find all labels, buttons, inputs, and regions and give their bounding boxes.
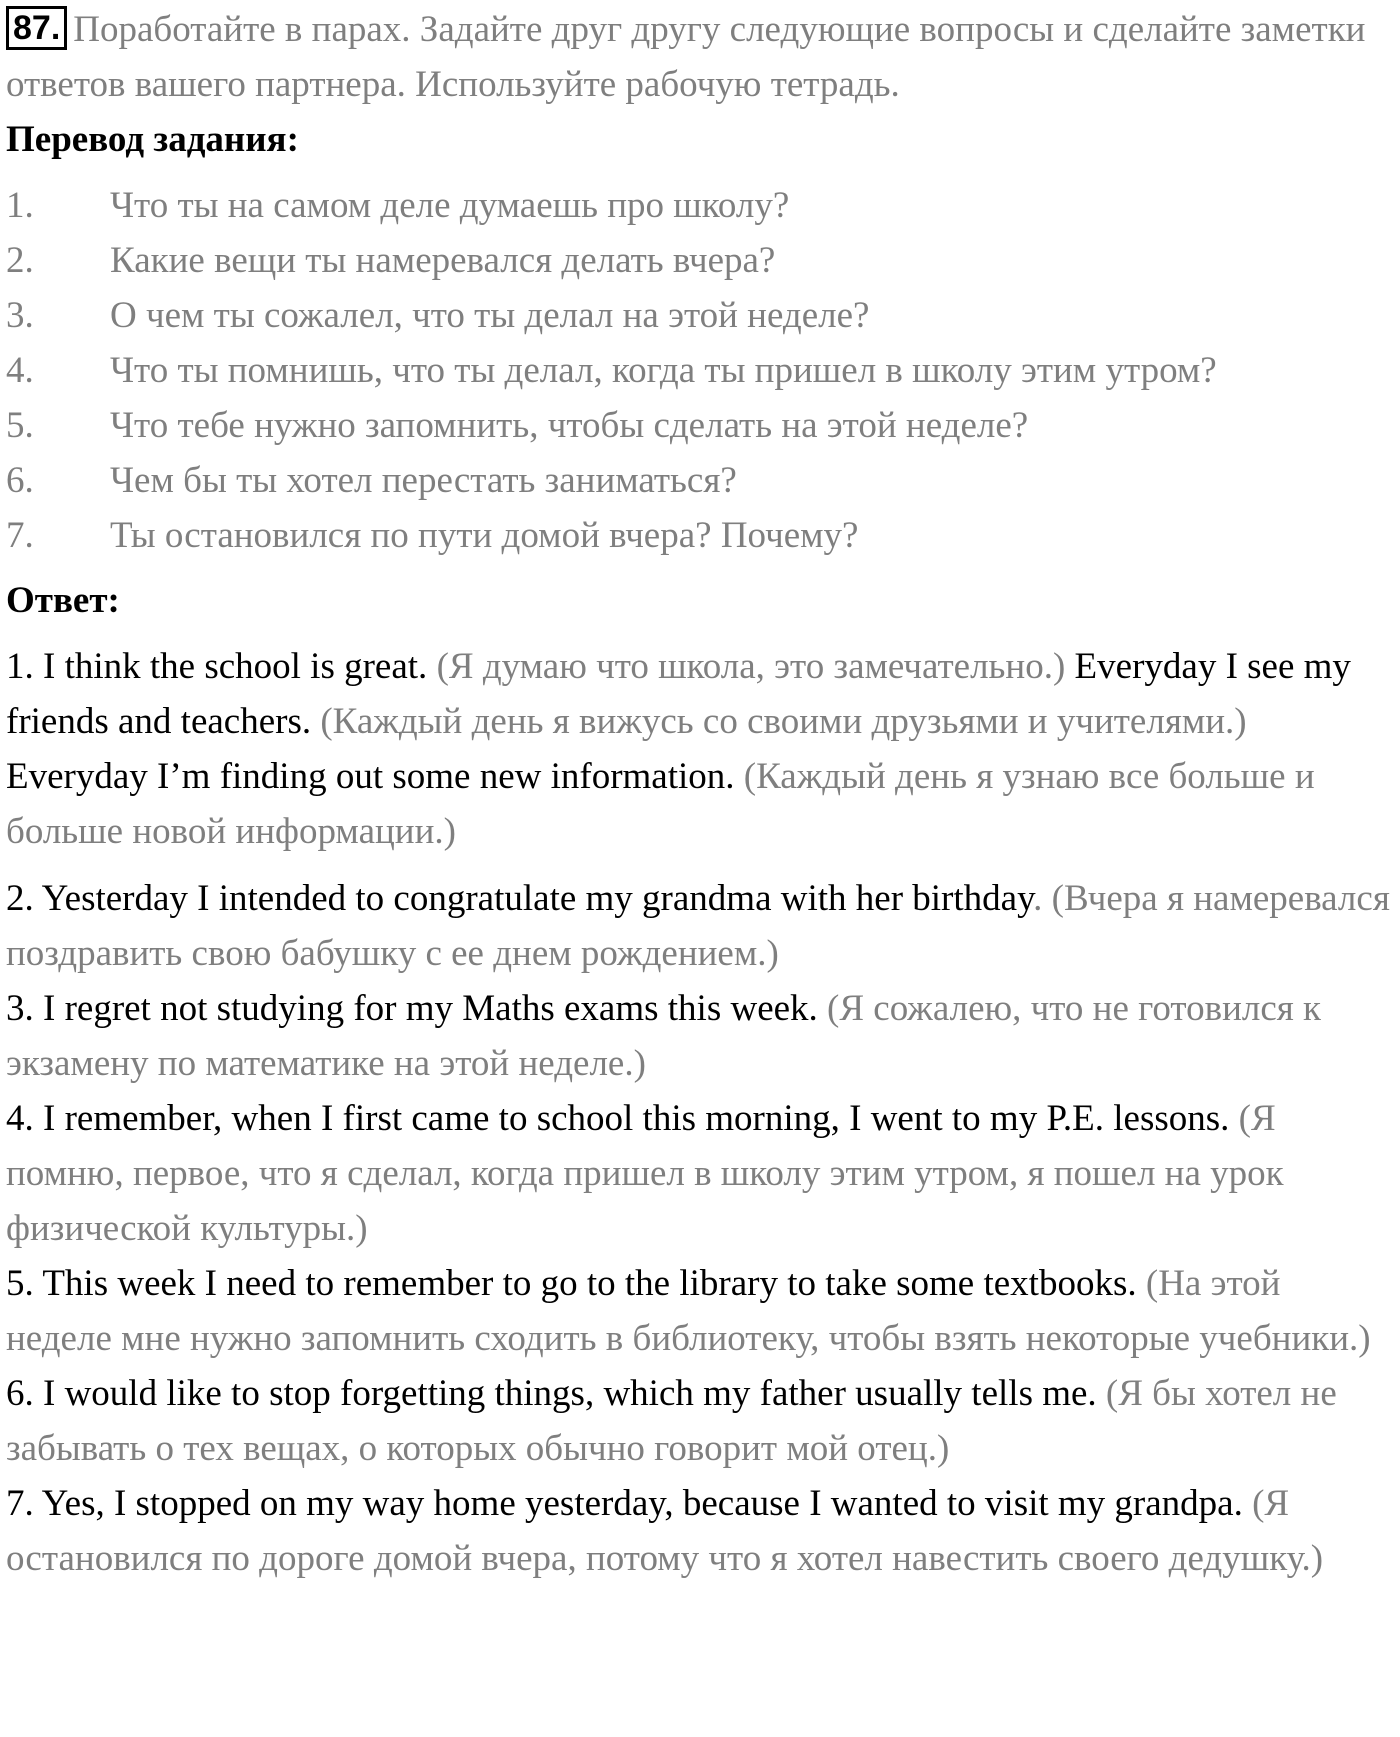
translation-item-text: Что тебе нужно запомнить, чтобы сделать на этой неделе?: [110, 405, 1029, 446]
answer-translation: . (Вчера я намеревался поздравить свою бабушку с ее днем рождением.): [6, 878, 1390, 974]
translation-item-text: Какие вещи ты намеревался делать вчера?: [110, 240, 776, 281]
answer-sentence: 3. I regret not studying for my Maths exams this week.: [6, 988, 818, 1029]
answer-translation: (Я помню, первое, что я сделал, когда пришел в школу этим утром, я пошел на урок физической культуры.): [6, 1098, 1284, 1249]
translation-item-number: 1.: [6, 185, 34, 226]
answer-sentence: 6. I would like to stop forgetting things, which my father usually tells me.: [6, 1373, 1097, 1414]
translation-item-text: О чем ты сожалел, что ты делал на этой неделе?: [110, 295, 870, 336]
translation-item-number: 7.: [6, 515, 34, 556]
answer-translation: (Я сожалею, что не готовился к экзамену по математике на этой неделе.): [6, 988, 1322, 1084]
translation-heading: Перевод задания:: [6, 119, 299, 160]
exercise-number-badge: 87.: [6, 6, 67, 50]
answer-item: [6, 1476, 1394, 1586]
translation-item: [6, 178, 1394, 233]
translation-item-number: 5.: [6, 405, 34, 446]
answer-translation: (Я остановился по дороге домой вчера, потому что я хотел навестить своего дедушку.): [6, 1483, 1324, 1579]
exercise-instruction: Поработайте в парах. Задайте друг другу следующие вопросы и сделайте заметки ответов вашего партнера. Используйте рабочую тетрадь.: [6, 9, 1366, 105]
answer-heading: Ответ:: [6, 580, 120, 621]
answer-item: [6, 871, 1394, 981]
answer-item: [6, 1256, 1394, 1366]
translation-item-text: Что ты на самом деле думаешь про школу?: [110, 185, 790, 226]
answer-sentence: 5. This week I need to remember to go to the library to take some textbooks.: [6, 1263, 1137, 1304]
translation-item-number: 6.: [6, 460, 34, 501]
answer-item: [6, 1091, 1394, 1256]
translation-item: [6, 343, 1394, 398]
answer-translation: (Каждый день я узнаю все больше и больше новой информации.): [6, 756, 1315, 852]
translation-item-text: Ты остановился по пути домой вчера? Почему?: [110, 515, 859, 556]
answer-sentence: 1. I think the school is great.: [6, 646, 428, 687]
answer-item: [6, 1366, 1394, 1476]
document-page: [6, 2, 1394, 1586]
translation-item-text: Чем бы ты хотел перестать заниматься?: [110, 460, 737, 501]
translation-item: [6, 288, 1394, 343]
answer-sentence: 2. Yesterday I intended to congratulate my grandma with her birthday: [6, 878, 1034, 919]
translation-item-number: 3.: [6, 295, 34, 336]
translation-item: [6, 398, 1394, 453]
answer-sentence: 7. Yes, I stopped on my way home yesterday, because I wanted to visit my grandpa.: [6, 1483, 1243, 1524]
answer-item: [6, 981, 1394, 1091]
answer-translation: (Я бы хотел не забывать о тех вещах, о которых обычно говорит мой отец.): [6, 1373, 1337, 1469]
translation-item: [6, 453, 1394, 508]
translation-list: [6, 178, 1394, 563]
translation-item-text: Что ты помнишь, что ты делал, когда ты пришел в школу этим утром?: [110, 350, 1217, 391]
answer-translation: (На этой неделе мне нужно запомнить сходить в библиотеку, чтобы взять некоторые учебники.): [6, 1263, 1371, 1359]
translation-item-number: 2.: [6, 240, 34, 281]
answer-sentence: 4. I remember, when I first came to school this morning, I went to my P.E. lessons.: [6, 1098, 1230, 1139]
translation-item-number: 4.: [6, 350, 34, 391]
answer-translation: (Каждый день я вижусь со своими друзьями и учителями.): [311, 701, 1247, 742]
translation-item: [6, 508, 1394, 563]
answer-item: [6, 639, 1394, 859]
translation-item: [6, 233, 1394, 288]
exercise-instruction-paragraph: [6, 2, 1394, 112]
answer-sentence: Everyday I’m finding out some new information.: [6, 756, 735, 797]
answer-translation: (Я думаю что школа, это замечательно.): [427, 646, 1075, 687]
answer-list: [6, 639, 1394, 1586]
answer-sentence: Everyday I see my friends and teachers.: [6, 646, 1351, 742]
